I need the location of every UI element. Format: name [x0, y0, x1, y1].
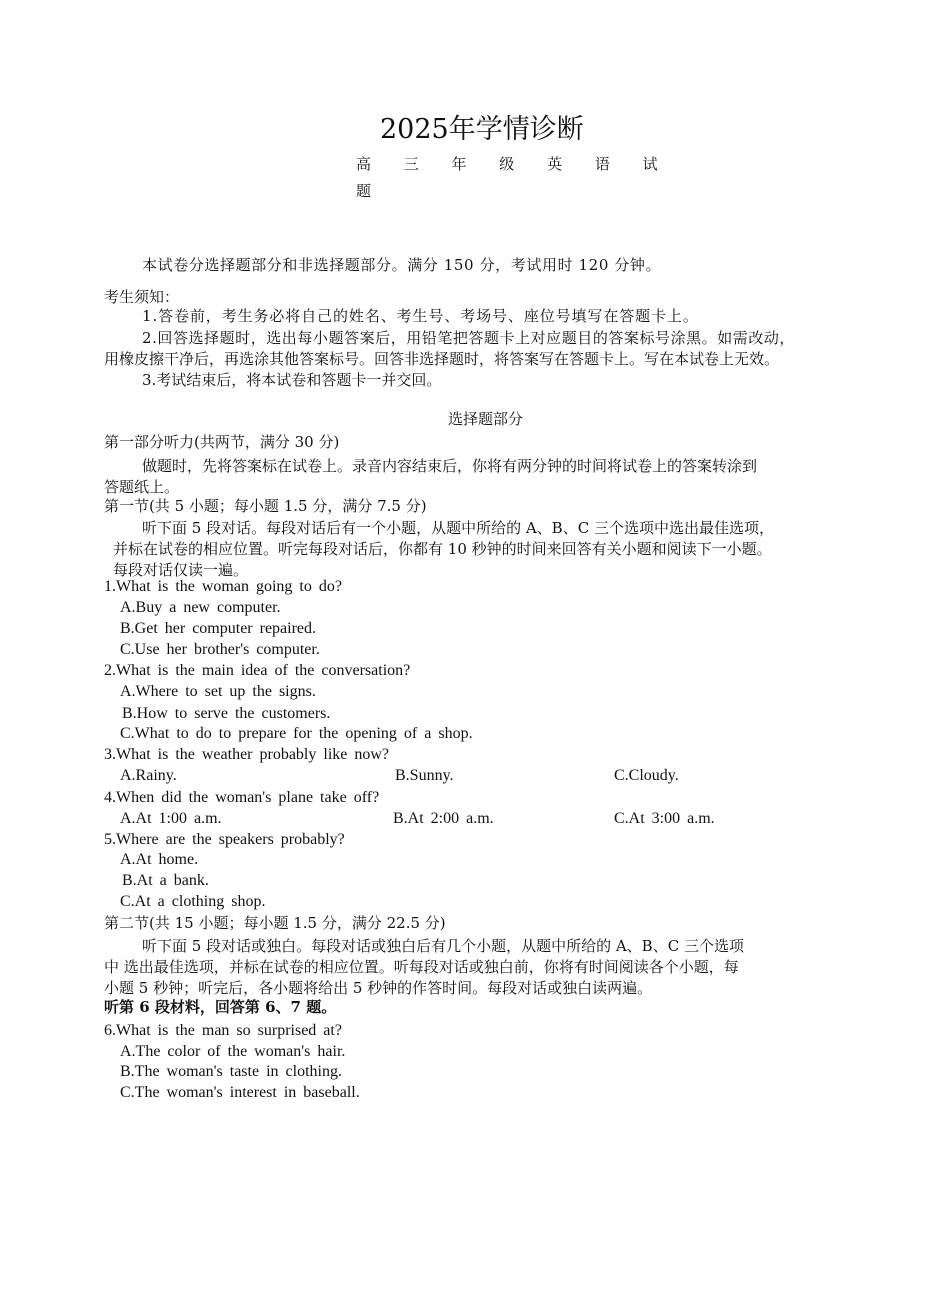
question-3-option-c: C.Cloudy. — [614, 767, 679, 784]
question-5-option-a: A.At home. — [120, 851, 199, 868]
exam-intro: 本试卷分选择题部分和非选择题部分。满分 150 分，考试用时 120 分钟。 — [142, 256, 662, 274]
question-5-option-c: C.At a clothing shop. — [120, 893, 266, 910]
exam-subtitle-continued: 题 — [356, 182, 372, 200]
question-3-option-a: A.Rainy. — [120, 767, 177, 784]
section2-heading: 第二节(共 15 小题；每小题 1.5 分，满分 22.5 分) — [104, 914, 446, 932]
exam-title: 2025年学情诊断 — [380, 114, 584, 145]
section2-instructions-continued: 中 选出最佳选项，并标在试卷的相应位置。听每段对话或独白前，你将有时间阅读各个小题，每 — [104, 958, 739, 976]
question-5-stem: 5.Where are the speakers probably? — [104, 831, 345, 848]
question-4-option-c: C.At 3:00 a.m. — [614, 810, 715, 827]
question-6-option-b: B.The woman's taste in clothing. — [120, 1063, 342, 1080]
section1-instructions-continued: 并标在试卷的相应位置。听完每段对话后，你都有 10 秒钟的时间来回答有关小题和阅读下一小题。 — [113, 540, 772, 558]
material-6-heading: 听第 6 段材料，回答第 6、7 题。 — [104, 998, 337, 1016]
question-4-option-a: A.At 1:00 a.m. — [120, 810, 222, 827]
question-3-option-b: B.Sunny. — [395, 767, 454, 784]
question-2-option-c: C.What to do to prepare for the opening of a shop. — [120, 725, 473, 742]
section1-heading: 第一节(共 5 小题；每小题 1.5 分，满分 7.5 分) — [104, 497, 427, 515]
section2-instructions-end: 小题 5 秒钟；听完后，各小题将给出 5 秒钟的作答时间。每段对话或独白读两遍。 — [104, 979, 653, 997]
notice-item-3: 3.考试结束后，将本试卷和答题卡一并交回。 — [142, 371, 442, 389]
section1-instructions-end: 每段对话仅读一遍。 — [113, 561, 249, 579]
part1-instructions-continued: 答题纸上。 — [104, 478, 180, 496]
question-4-option-b: B.At 2:00 a.m. — [393, 810, 494, 827]
notice-item-2: 2.回答选择题时，选出每小题答案后，用铅笔把答题卡上对应题目的答案标号涂黑。如需改动， — [142, 329, 795, 347]
question-2-option-a: A.Where to set up the signs. — [120, 683, 316, 700]
section2-instructions: 听下面 5 段对话或独白。每段对话或独白后有几个小题，从题中所给的 A、B、C 三个选项 — [142, 937, 744, 955]
exam-subtitle: 高 三 年 级 英 语 试 — [356, 155, 672, 173]
part1-heading: 第一部分听力(共两节，满分 30 分) — [104, 433, 340, 451]
question-6-option-c: C.The woman's interest in baseball. — [120, 1084, 360, 1101]
question-6-option-a: A.The color of the woman's hair. — [120, 1043, 346, 1060]
question-2-stem: 2.What is the main idea of the conversation? — [104, 662, 411, 679]
notice-item-2-continued: 用橡皮擦干净后，再选涂其他答案标号。回答非选择题时，将答案写在答题卡上。写在本试卷上无效。 — [104, 350, 780, 368]
part1-instructions: 做题时，先将答案标在试卷上。录音内容结束后，你将有两分钟的时间将试卷上的答案转涂到 — [142, 457, 758, 475]
question-1-stem: 1.What is the woman going to do? — [104, 578, 342, 595]
notice-item-1: 1.答卷前，考生务必将自己的姓名、考生号、考场号、座位号填写在答题卡上。 — [142, 307, 699, 325]
question-5-option-b: B.At a bank. — [122, 872, 209, 889]
question-1-option-b: B.Get her computer repaired. — [120, 620, 317, 637]
question-6-stem: 6.What is the man so surprised at? — [104, 1022, 342, 1039]
question-4-stem: 4.When did the woman's plane take off? — [104, 789, 380, 806]
section1-instructions: 听下面 5 段对话。每段对话后有一个小题，从题中所给的 A、B、C 三个选项中选出最佳选项， — [142, 519, 774, 537]
question-1-option-a: A.Buy a new computer. — [120, 599, 281, 616]
section-title: 选择题部分 — [448, 410, 524, 428]
question-3-stem: 3.What is the weather probably like now? — [104, 746, 390, 763]
question-1-option-c: C.Use her brother's computer. — [120, 641, 320, 658]
question-2-option-b: B.How to serve the customers. — [122, 705, 331, 722]
notice-heading: 考生须知： — [104, 288, 180, 306]
